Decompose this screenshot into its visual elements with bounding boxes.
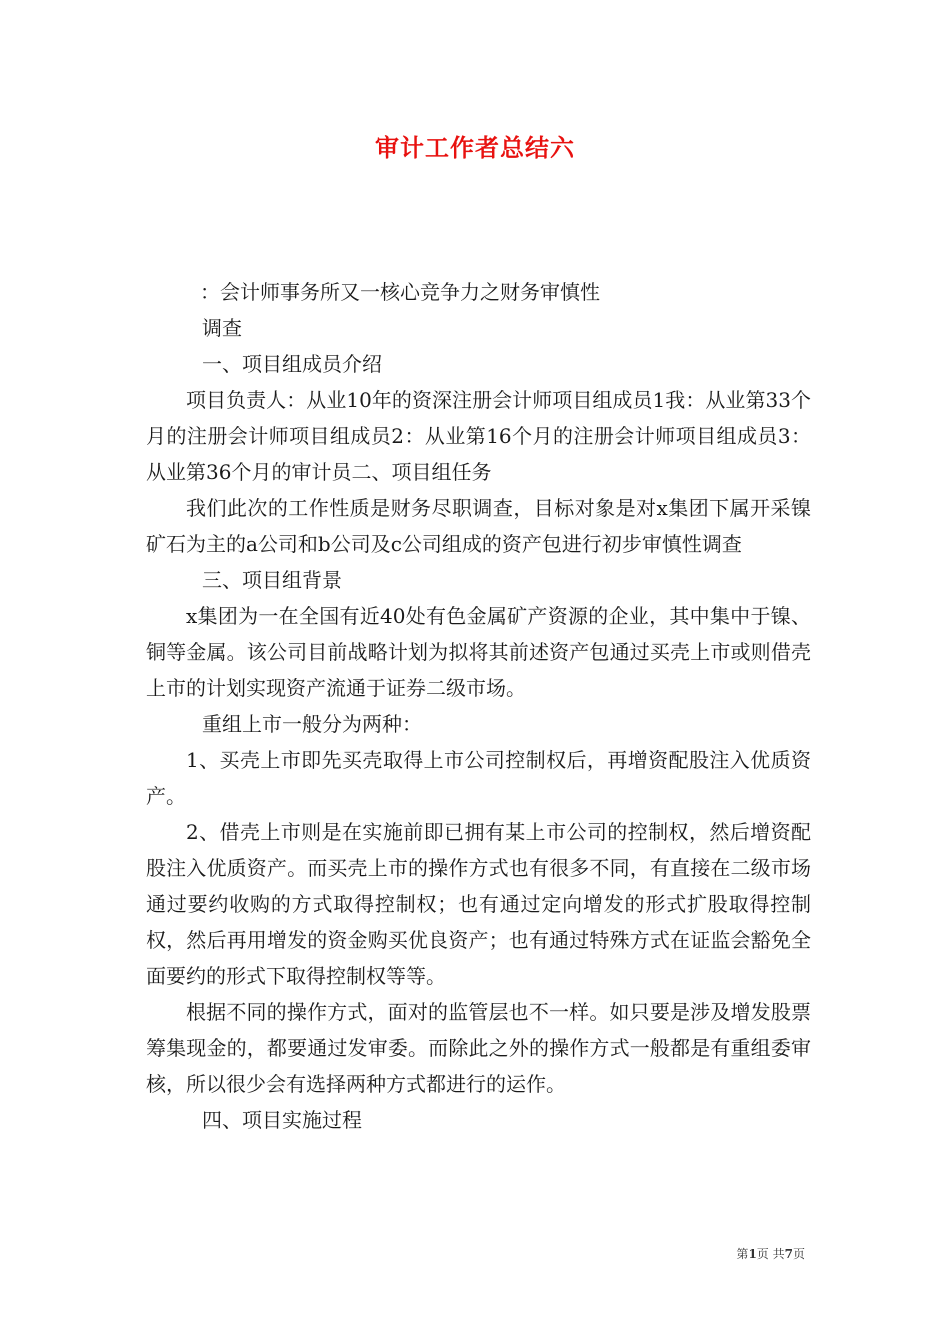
- footer-suffix: 页: [792, 1247, 805, 1261]
- section-heading-process: 四、项目实施过程: [202, 1108, 362, 1132]
- subtitle-line-1: ：会计师事务所又一核心竞争力之财务审慎性: [200, 280, 600, 304]
- paragraph-regulation: 根据不同的操作方式，面对的监管层也不一样。如只要是涉及增发股票筹集现金的，都要通过发审委。而除此之外的操作方式一般都是有重组委审核，所以很少会有选择两种方式都进行的运作。: [146, 1000, 811, 1096]
- document-title: 审计工作者总结六: [375, 134, 575, 162]
- footer-middle: 页 共: [756, 1247, 785, 1261]
- footer-page-number: 1: [748, 1247, 757, 1261]
- page-number-footer: [736, 1245, 805, 1262]
- document-body: [146, 274, 811, 1138]
- paragraph-task: 我们此次的工作性质是财务尽职调查，目标对象是对x集团下属开采镍矿石为主的a公司和b公司及c公司组成的资产包进行初步审慎性调查: [146, 496, 811, 556]
- subtitle-line-2: 调查: [202, 316, 242, 340]
- paragraph-type-1: 1、买壳上市即先买壳取得上市公司控制权后，再增资配股注入优质资产。: [146, 748, 811, 808]
- section-heading-members: 一、项目组成员介绍: [202, 352, 382, 376]
- paragraph-background: x集团为一在全国有近40处有色金属矿产资源的企业，其中集中于镍、铜等金属。该公司目前战略计划为拟将其前述资产包通过买壳上市或则借壳上市的计划实现资产流通于证券二级市场。: [146, 604, 811, 700]
- footer-prefix: 第: [736, 1247, 749, 1261]
- section-heading-background: 三、项目组背景: [202, 568, 342, 592]
- paragraph-members: 项目负责人：从业10年的资深注册会计师项目组成员1我：从业第33个月的注册会计师项目组成员2：从业第16个月的注册会计师项目组成员3：从业第36个月的审计员二、项目组任务: [146, 388, 811, 484]
- paragraph-listing-types: 重组上市一般分为两种：: [202, 712, 422, 736]
- paragraph-type-2: 2、借壳上市则是在实施前即已拥有某上市公司的控制权，然后增资配股注入优质资产。而买壳上市的操作方式也有很多不同，有直接在二级市场通过要约收购的方式取得控制权；也有通过定向增发的形式扩股取得控制权，然后再用增发的资金购买优良资产；也有通过特殊方式在证监会豁免全面要约的形式下取得控制权等等。: [146, 820, 811, 988]
- footer-total-pages: 7: [784, 1247, 793, 1261]
